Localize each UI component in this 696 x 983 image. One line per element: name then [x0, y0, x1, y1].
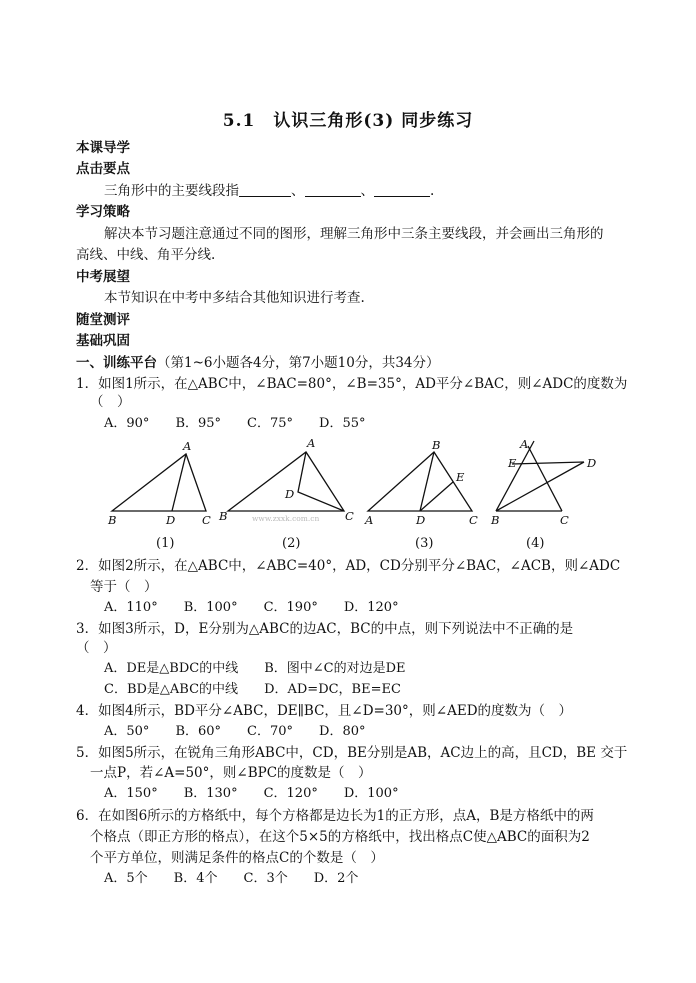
fig4-caption: (4) — [526, 536, 545, 551]
blank-separator-1: 、 — [291, 183, 305, 199]
q1-option-a[interactable]: A．90° — [104, 416, 150, 431]
q2-option-a[interactable]: A．110° — [104, 600, 158, 615]
fig1-label-c: C — [202, 513, 211, 527]
fig3-label-e: E — [456, 470, 465, 484]
q6-option-c[interactable]: C．3个 — [243, 871, 288, 886]
question-5-options — [104, 784, 425, 804]
q4-option-d[interactable]: D．80° — [319, 724, 366, 739]
fig4-label-a: A — [520, 437, 529, 451]
figure-2 — [228, 452, 344, 511]
question-3-line-1: 3．如图3所示，D，E分别为△ABC的边AC，BC的中点，则下列说法中不正确的是 — [76, 621, 574, 637]
question-6-options — [104, 869, 384, 889]
q6-option-d[interactable]: D．2个 — [313, 871, 359, 886]
question-3-options-row-2 — [104, 680, 427, 700]
section-key-points: 点击要点 — [76, 161, 130, 177]
question-6-line-1: 6．在如图6所示的方格纸中，每个方格都是边长为1的正方形，点A，B是方格纸中的两 — [76, 808, 594, 824]
key-points-lead: 三角形中的主要线段指 — [104, 183, 239, 199]
fig1-label-a: A — [183, 439, 192, 453]
fig4-line-ac — [528, 446, 562, 511]
figure-1 — [112, 454, 206, 511]
q6-option-b[interactable]: B．4个 — [173, 871, 218, 886]
fig4-label-c: C — [560, 513, 569, 527]
q3-option-c[interactable]: C．BD是△ABC的中线 — [104, 682, 239, 697]
section-basic: 基础巩固 — [76, 333, 130, 349]
blank-separator-2: 、 — [360, 183, 374, 199]
q5-option-c[interactable]: C．120° — [263, 786, 318, 801]
question-6-line-3: 个平方单位，则满足条件的格点C的个数是（ ） — [90, 850, 384, 866]
strategy-text-1: 解决本节习题注意通过不同的图形，理解三角形中三条主要线段，并会画出三角形的 — [104, 226, 604, 242]
q1-option-d[interactable]: D．55° — [319, 416, 366, 431]
section-test: 随堂测评 — [76, 312, 130, 328]
section-guide: 本课导学 — [76, 140, 130, 156]
question-3-options-row-1 — [104, 659, 432, 679]
question-4-line-1: 4．如图4所示，BD平分∠ABC，DE∥BC，且∠D=30°，则∠AED的度数为（ ） — [76, 703, 573, 719]
blank-end: . — [430, 183, 435, 199]
part1-heading — [76, 353, 440, 373]
q6-option-a[interactable]: A．5个 — [104, 871, 148, 886]
q5-option-a[interactable]: A．150° — [104, 786, 158, 801]
q2-option-c[interactable]: C．190° — [263, 600, 318, 615]
q3-option-a[interactable]: A．DE是△BDC的中线 — [104, 661, 239, 676]
part1-head: 一、训练平台 — [76, 355, 157, 371]
figures-svg — [100, 436, 600, 536]
q4-option-a[interactable]: A．50° — [104, 724, 150, 739]
fig3-line-de — [420, 482, 453, 511]
fig1-caption: (1) — [156, 536, 175, 551]
fig3-caption: (3) — [415, 536, 434, 551]
q5-option-b[interactable]: B．130° — [183, 786, 238, 801]
question-1-options — [104, 414, 392, 434]
watermark-text: www.zxxk.com.cn — [252, 514, 320, 523]
section-strategy: 学习策略 — [76, 204, 130, 220]
q4-option-c[interactable]: C．70° — [247, 724, 294, 739]
fig3-label-d: D — [416, 513, 426, 527]
q5-option-d[interactable]: D．100° — [343, 786, 399, 801]
fig2-label-b: B — [219, 509, 228, 523]
fig3-label-b: B — [432, 438, 441, 452]
question-5-line-1: 5．如图5所示，在锐角三角形ABC中，CD，BE分别是AB，AC边上的高，且CD，BE 交于 — [76, 745, 628, 761]
question-2-line-1: 2．如图2所示，在△ABC中，∠ABC=40°，AD，CD分别平分∠BAC，∠ACB，则∠ADC — [76, 558, 621, 574]
q1-option-c[interactable]: C．75° — [247, 416, 294, 431]
q3-option-d[interactable]: D．AD=DC，BE=EC — [264, 682, 401, 697]
strategy-text-2: 高线、中线、角平分线. — [76, 247, 216, 263]
q2-option-d[interactable]: D．120° — [343, 600, 399, 615]
question-6-line-2: 个格点（即正方形的格点），在这个5×5的方格纸中，找出格点C使△ABC的面积为2 — [90, 829, 590, 845]
fig2-caption: (2) — [282, 536, 301, 551]
answer-blank-2[interactable] — [305, 182, 361, 197]
answer-blank-1[interactable] — [239, 182, 291, 197]
q3-option-b[interactable]: B．图中∠C的对边是DE — [264, 661, 406, 676]
fig2-label-c: C — [345, 509, 354, 523]
fig3-label-c: C — [469, 513, 478, 527]
fig1-label-d: D — [166, 513, 176, 527]
figure-4 — [496, 441, 584, 511]
question-1-line-1: 1．如图1所示，在△ABC中，∠BAC=80°，∠B=35°，AD平分∠BAC，则∠ADC的度数为 — [76, 376, 628, 392]
fig4-label-d: D — [587, 456, 597, 470]
fig3-line-bd — [420, 452, 434, 511]
q2-option-b[interactable]: B．100° — [183, 600, 238, 615]
question-4-options — [104, 722, 392, 742]
q1-option-b[interactable]: B．95° — [175, 416, 222, 431]
fig2-triangle — [228, 452, 344, 511]
fig2-label-d: D — [285, 487, 295, 501]
fig2-bisectors — [298, 452, 344, 511]
answer-blank-3[interactable] — [374, 182, 430, 197]
fig3-label-a: A — [365, 513, 374, 527]
question-2-line-2: 等于（ ） — [90, 579, 158, 595]
q4-option-b[interactable]: B．60° — [175, 724, 222, 739]
question-1-line-2: （ ） — [90, 394, 131, 410]
fig4-label-b: B — [491, 513, 500, 527]
fig4-label-e: E — [508, 456, 517, 470]
part1-note: （第1~6小题各4分，第7小题10分，共34分） — [157, 355, 440, 371]
key-points-text — [104, 181, 434, 201]
page-title: 5.1 认识三角形(3) 同步练习 — [222, 111, 474, 131]
exam-text: 本节知识在中考中多结合其他知识进行考查. — [104, 290, 365, 306]
question-2-options — [104, 598, 425, 618]
question-3-line-2: （ ） — [76, 640, 117, 656]
section-exam: 中考展望 — [76, 269, 130, 285]
question-5-line-2: 一点P，若∠A=50°，则∠BPC的度数是（ ） — [90, 765, 372, 781]
fig1-triangle — [112, 454, 206, 511]
fig1-label-b: B — [108, 513, 117, 527]
fig2-label-a: A — [307, 436, 316, 450]
